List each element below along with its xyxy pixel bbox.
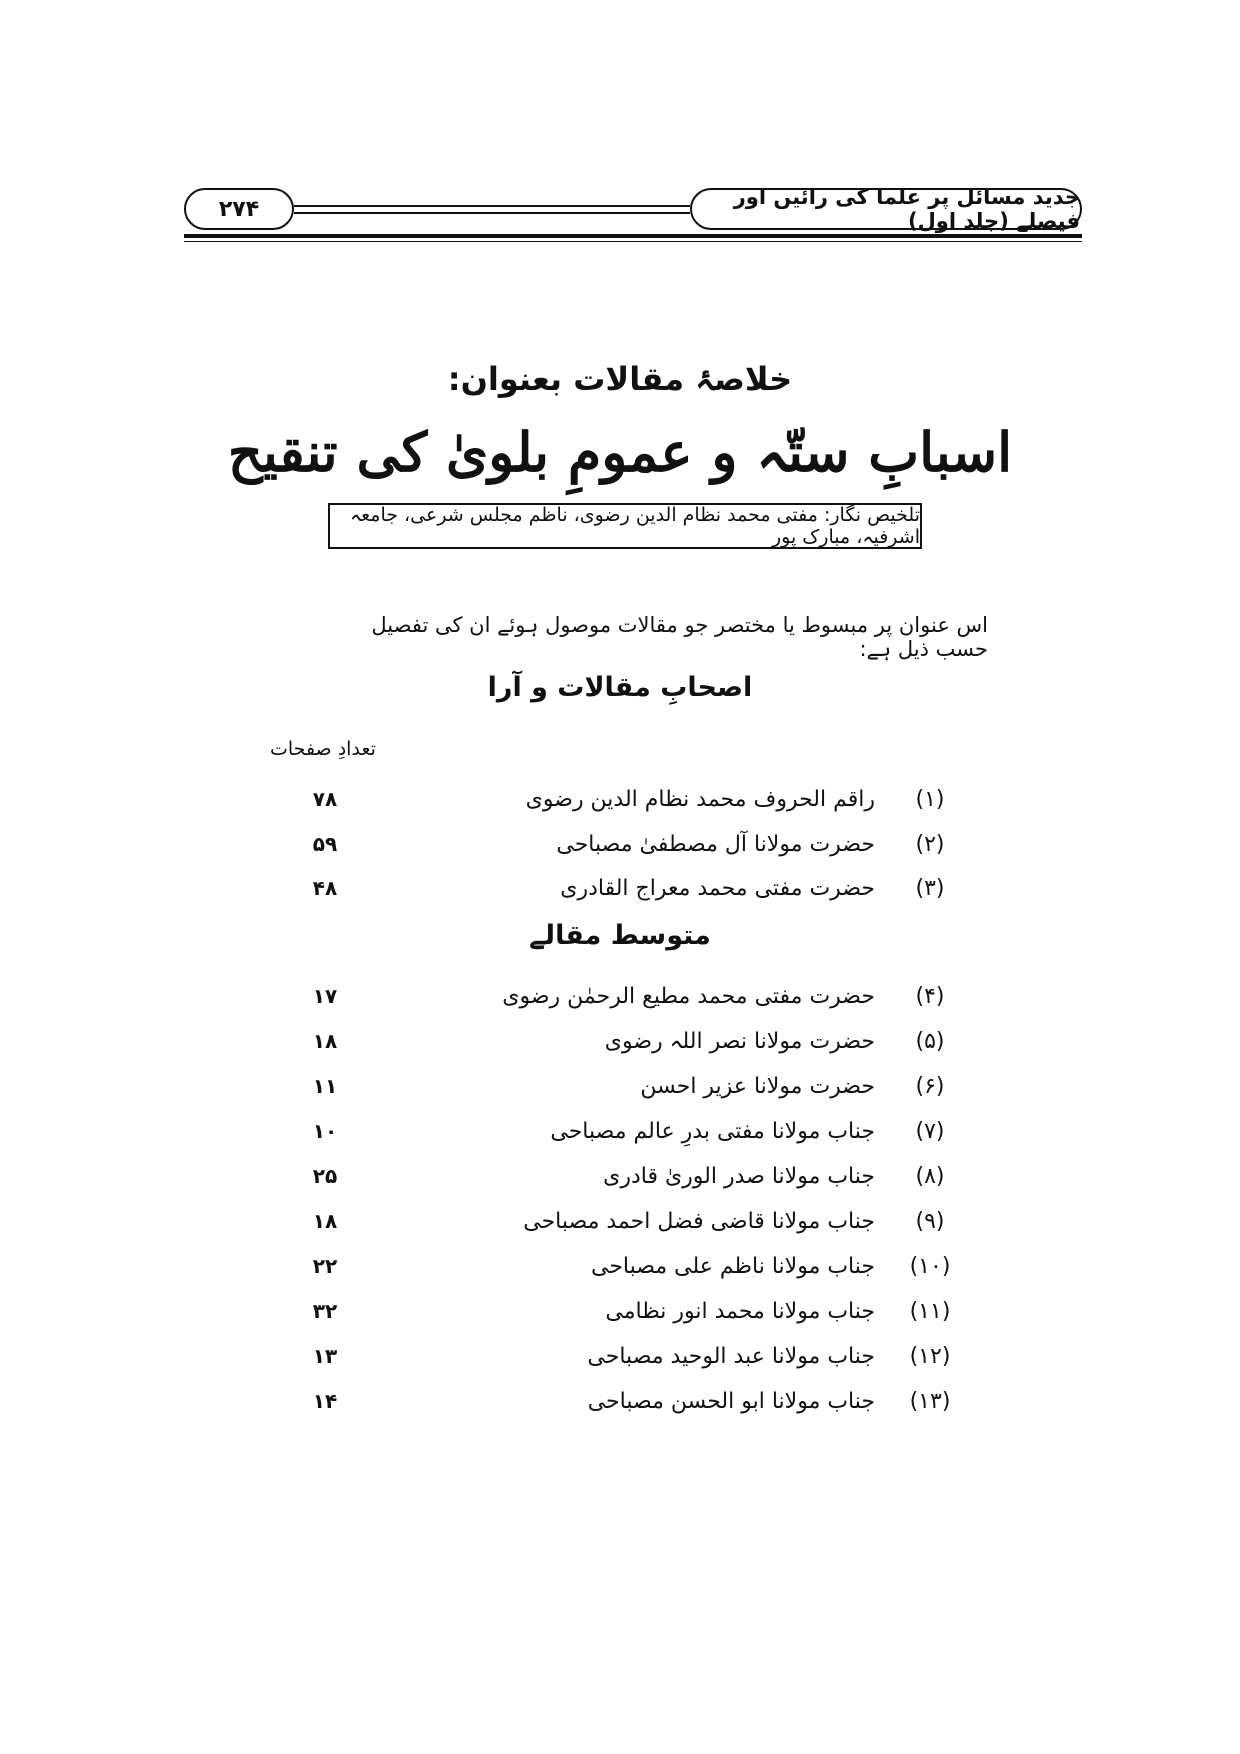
author-name: حضرت مفتی محمد مطیع الرحمٰن رضوی xyxy=(502,984,875,1009)
item-number: (۶) xyxy=(915,1074,945,1099)
item-number: (۴) xyxy=(915,984,945,1009)
author-name: راقم الحروف محمد نظام الدین رضوی xyxy=(525,787,875,812)
header-rule-thin xyxy=(184,241,1082,242)
book-title: جدید مسائل پر علما کی رائیں اور فیصلے (جلد اول) xyxy=(690,188,1082,230)
list-item xyxy=(0,822,1240,866)
header-connector-line-top xyxy=(294,205,690,207)
intro-paragraph: اس عنوان پر مبسوط یا مختصر جو مقالات موصول ہوئے ان کی تفصیل حسب ذیل ہے: xyxy=(371,613,988,661)
item-number: (۱۰) xyxy=(909,1254,951,1279)
section-heading-medium-articles: متوسط مقالے xyxy=(529,920,711,951)
list-item xyxy=(0,1019,1240,1063)
item-number: (۱) xyxy=(915,787,945,812)
header-connector-line-bottom xyxy=(294,212,690,214)
author-name: جناب مولانا ابو الحسن مصباحی xyxy=(587,1389,875,1414)
page-count: ۷۸ xyxy=(312,787,338,811)
list-item xyxy=(0,1199,1240,1243)
list-item xyxy=(0,1244,1240,1288)
item-number: (۲) xyxy=(915,832,945,857)
article-title: اسبابِ ستّہ و عمومِ بلویٰ کی تنقیح xyxy=(227,420,1013,484)
section-heading-authors: اصحابِ مقالات و آرا xyxy=(487,672,753,703)
author-name: جناب مولانا محمد انور نظامی xyxy=(605,1299,875,1324)
item-number: (۵) xyxy=(915,1029,945,1054)
list-item xyxy=(0,1064,1240,1108)
author-name: جناب مولانا صدر الوریٰ قادری xyxy=(603,1164,875,1189)
header-rule-thick xyxy=(184,234,1082,238)
list-item xyxy=(0,777,1240,821)
list-item xyxy=(0,1109,1240,1153)
list-item xyxy=(0,866,1240,910)
page-count: ۲۲ xyxy=(312,1254,338,1278)
page-count: ۳۲ xyxy=(312,1299,338,1323)
page-count: ۱۳ xyxy=(312,1344,338,1368)
author-name: جناب مولانا ناظم علی مصباحی xyxy=(590,1254,875,1279)
page-count: ۲۵ xyxy=(312,1164,338,1188)
page-count: ۱۰ xyxy=(312,1119,338,1143)
author-name: جناب مولانا عبد الوحید مصباحی xyxy=(587,1344,875,1369)
page-count: ۱۸ xyxy=(312,1029,338,1053)
page-count: ۱۴ xyxy=(312,1389,338,1413)
list-item xyxy=(0,974,1240,1018)
author-name: حضرت مولانا آل مصطفیٰ مصباحی xyxy=(556,832,875,857)
summarizer-credit: تلخیص نگار: مفتی محمد نظام الدین رضوی، ناظم مجلس شرعی، جامعہ اشرفیہ، مبارک پور xyxy=(328,503,922,549)
list-item xyxy=(0,1289,1240,1333)
page-count: ۱۸ xyxy=(312,1209,338,1233)
author-name: حضرت مولانا نصر اللہ رضوی xyxy=(604,1029,875,1054)
author-name: حضرت مفتی محمد معراج القادری xyxy=(560,876,875,901)
list-item xyxy=(0,1154,1240,1198)
item-number: (۳) xyxy=(915,876,945,901)
page-count: ۱۷ xyxy=(312,984,338,1008)
item-number: (۷) xyxy=(915,1119,945,1144)
summary-heading: خلاصۂ مقالات بعنوان: xyxy=(447,360,793,398)
item-number: (۸) xyxy=(915,1164,945,1189)
page-number: ۲۷۴ xyxy=(184,188,294,230)
author-name: جناب مولانا قاضی فضل احمد مصباحی xyxy=(523,1209,875,1234)
author-name: حضرت مولانا عزیر احسن xyxy=(640,1074,875,1099)
item-number: (۱۲) xyxy=(909,1344,951,1369)
item-number: (۱۳) xyxy=(909,1389,951,1414)
list-item xyxy=(0,1379,1240,1423)
pages-count-column-header: تعدادِ صفحات xyxy=(270,738,376,760)
list-item xyxy=(0,1334,1240,1378)
page-count: ۱۱ xyxy=(312,1074,338,1098)
item-number: (۱۱) xyxy=(909,1299,951,1324)
item-number: (۹) xyxy=(915,1209,945,1234)
author-name: جناب مولانا مفتی بدرِ عالم مصباحی xyxy=(550,1119,875,1144)
page-count: ۴۸ xyxy=(312,876,338,900)
page-count: ۵۹ xyxy=(312,832,338,856)
